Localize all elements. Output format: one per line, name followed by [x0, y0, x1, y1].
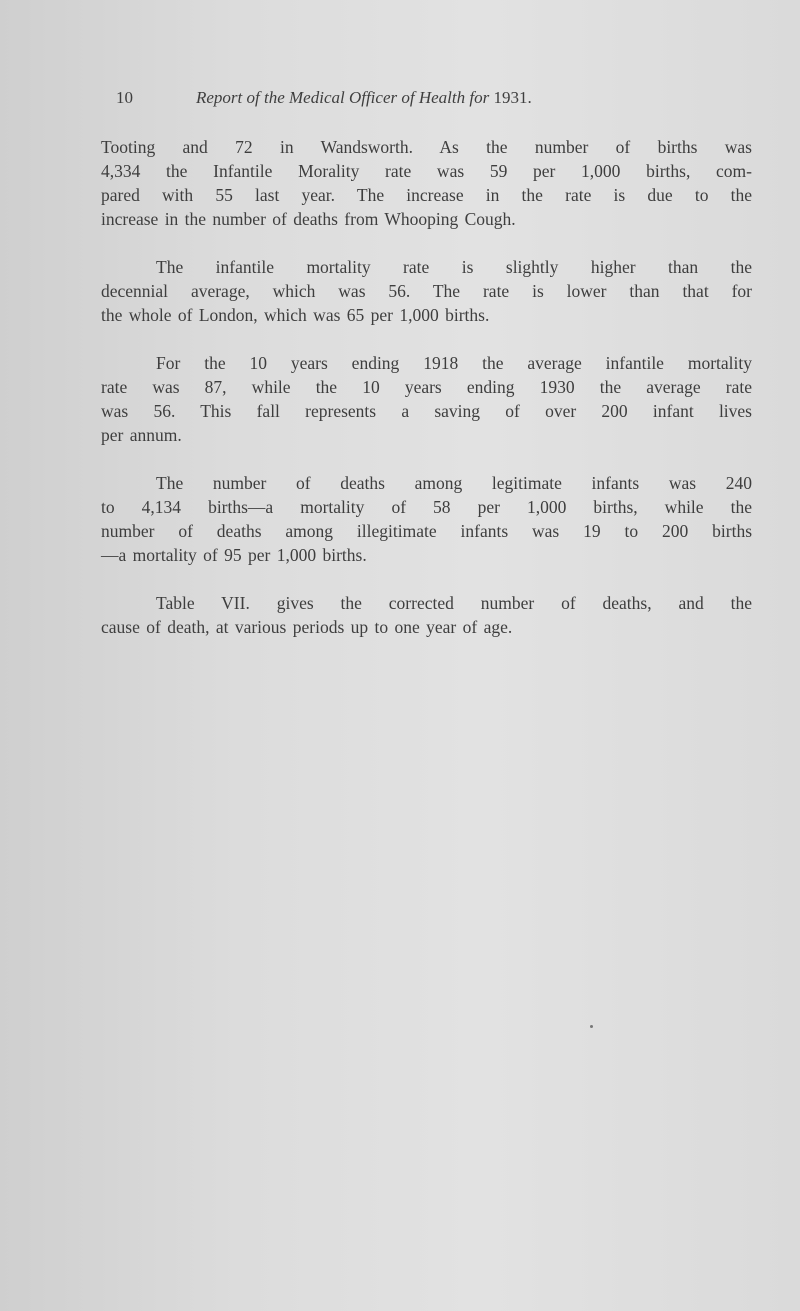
text-line: Table VII. gives the corrected number of deaths, and the: [156, 593, 752, 613]
page-number: 10: [116, 88, 133, 107]
text-line: was 56. This fall represents a saving of over 200 infant lives: [101, 401, 752, 421]
text-line: decennial average, which was 56. The rate is lower than that for: [101, 281, 752, 301]
paragraph-3: [101, 351, 752, 447]
text-line: the whole of London, which was 65 per 1,000 births.: [101, 305, 490, 325]
text-line: rate was 87, while the 10 years ending 1930 the average rate: [101, 377, 752, 397]
text-line: cause of death, at various periods up to one year of age.: [101, 617, 513, 637]
text-line: increase in the number of deaths from Whooping Cough.: [101, 209, 516, 229]
paragraph-4: [101, 471, 752, 567]
header-year: 1931.: [493, 88, 532, 107]
text-line: Tooting and 72 in Wandsworth. As the number of births was: [101, 137, 752, 157]
paragraph-5: [101, 591, 752, 639]
running-header: [116, 88, 636, 108]
text-line: to 4,134 births—a mortality of 58 per 1,000 births, while the: [101, 497, 752, 517]
text-line: The infantile mortality rate is slightly higher than the: [156, 257, 752, 277]
paragraph-1: [101, 135, 752, 231]
text-line: For the 10 years ending 1918 the average infantile mortality: [156, 353, 752, 373]
text-line: number of deaths among illegitimate infants was 19 to 200 births: [101, 521, 752, 541]
text-line: pared with 55 last year. The increase in the rate is due to the: [101, 185, 752, 205]
header-title: Report of the Medical Officer of Health for: [196, 88, 490, 107]
text-line: per annum.: [101, 425, 182, 445]
text-line: 4,334 the Infantile Morality rate was 59 per 1,000 births, com-: [101, 161, 752, 181]
paragraph-2: [101, 255, 752, 327]
text-line: The number of deaths among legitimate infants was 240: [156, 473, 752, 493]
text-line: —a mortality of 95 per 1,000 births.: [101, 545, 367, 565]
paper-speck: [590, 1025, 593, 1028]
